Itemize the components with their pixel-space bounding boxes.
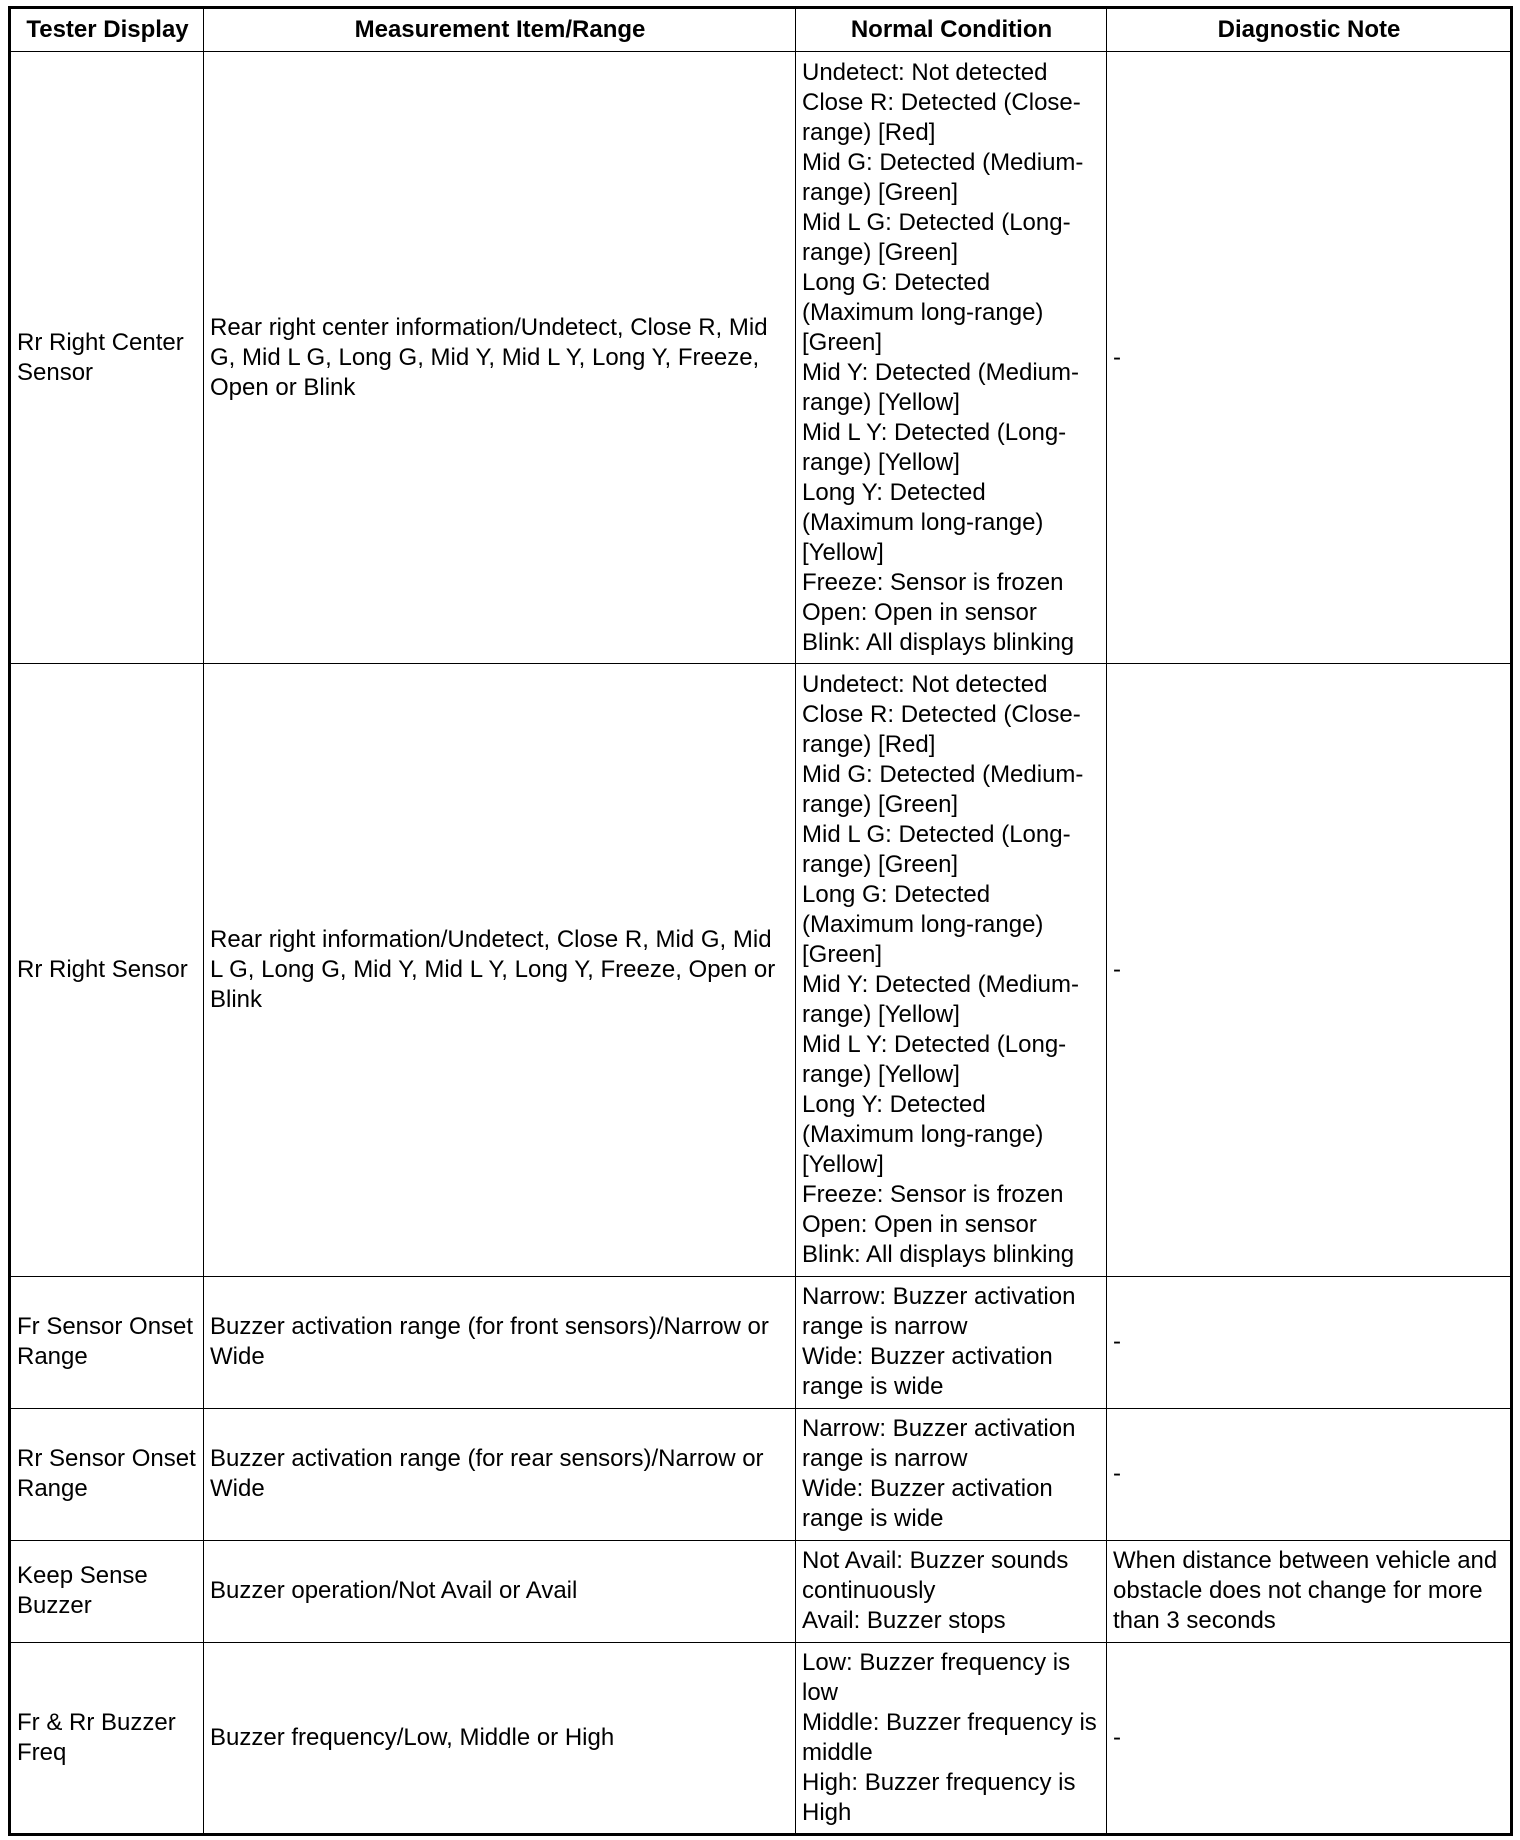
measurement-range-cell: Rear right center information/Undetect, Close R, Mid G, Mid L G, Long G, Mid Y, Mid L Y, Long Y, Freeze, Open or Blink (204, 52, 796, 664)
condition-line: Mid L Y: Detected (Long-range) [Yellow] (802, 418, 1067, 476)
table-row (10, 664, 1512, 1276)
diagnostic-note-cell: - (1107, 1276, 1512, 1408)
measurement-range-cell: Buzzer activation range (for rear sensors)/Narrow or Wide (204, 1408, 796, 1540)
condition-line: Not Avail: Buzzer sounds continuously (802, 1547, 1069, 1605)
diagnostic-note-cell: - (1107, 664, 1512, 1276)
tester-display-cell: Fr Sensor Onset Range (10, 1276, 204, 1408)
normal-condition-cell (796, 52, 1107, 664)
condition-line: Narrow: Buzzer activation range is narrow (802, 1283, 1076, 1341)
condition-line: Mid G: Detected (Medium-range) [Green] (802, 760, 1084, 818)
condition-line: Mid G: Detected (Medium-range) [Green] (802, 148, 1084, 206)
diagnostic-note-cell: - (1107, 1408, 1512, 1540)
condition-line: Open: Open in sensor (802, 1210, 1037, 1238)
condition-line: Blink: All displays blinking (802, 628, 1075, 656)
condition-line: High: Buzzer frequency is High (802, 1768, 1076, 1826)
condition-line: Long G: Detected (Maximum long-range) [Green] (802, 268, 1044, 356)
normal-condition-cell (796, 1276, 1107, 1408)
condition-line: Mid Y: Detected (Medium-range) [Yellow] (802, 358, 1079, 416)
condition-line: Mid Y: Detected (Medium-range) [Yellow] (802, 970, 1079, 1028)
condition-line: Middle: Buzzer frequency is middle (802, 1708, 1097, 1766)
condition-line: Freeze: Sensor is frozen (802, 1180, 1064, 1208)
table-row (10, 1642, 1512, 1834)
condition-line: Low: Buzzer frequency is low (802, 1648, 1071, 1706)
condition-line: Mid L G: Detected (Long-range) [Green] (802, 820, 1071, 878)
condition-line: Long Y: Detected (Maximum long-range) [Yellow] (802, 478, 1044, 566)
measurement-range-cell: Buzzer frequency/Low, Middle or High (204, 1642, 796, 1834)
condition-line: Undetect: Not detected (802, 670, 1048, 698)
measurement-range-cell: Rear right information/Undetect, Close R, Mid G, Mid L G, Long G, Mid Y, Mid L Y, Long Y, Freeze, Open or Blink (204, 664, 796, 1276)
tester-display-cell: Fr & Rr Buzzer Freq (10, 1642, 204, 1834)
table-row (10, 52, 1512, 664)
condition-line: Blink: All displays blinking (802, 1240, 1075, 1268)
condition-line: Close R: Detected (Close-range) [Red] (802, 88, 1081, 146)
diagnostic-note-cell: - (1107, 1642, 1512, 1834)
tester-display-cell: Keep Sense Buzzer (10, 1540, 204, 1642)
condition-line: Long Y: Detected (Maximum long-range) [Yellow] (802, 1090, 1044, 1178)
condition-line: Freeze: Sensor is frozen (802, 568, 1064, 596)
measurement-range-cell: Buzzer operation/Not Avail or Avail (204, 1540, 796, 1642)
condition-line: Long G: Detected (Maximum long-range) [Green] (802, 880, 1044, 968)
condition-line: Undetect: Not detected (802, 58, 1048, 86)
normal-condition-cell (796, 1408, 1107, 1540)
table-row (10, 1540, 1512, 1642)
normal-condition-cell (796, 664, 1107, 1276)
table-row (10, 1276, 1512, 1408)
condition-line: Wide: Buzzer activation range is wide (802, 1343, 1053, 1401)
table-header-row (10, 8, 1512, 52)
tester-display-cell: Rr Sensor Onset Range (10, 1408, 204, 1540)
diagnostic-note-cell: - (1107, 52, 1512, 664)
header-tester-display: Tester Display (10, 8, 204, 52)
condition-line: Mid L Y: Detected (Long-range) [Yellow] (802, 1030, 1067, 1088)
table-row (10, 1408, 1512, 1540)
normal-condition-cell (796, 1642, 1107, 1834)
tester-display-table (8, 6, 1513, 1836)
header-normal-condition: Normal Condition (796, 8, 1107, 52)
normal-condition-cell (796, 1540, 1107, 1642)
condition-line: Close R: Detected (Close-range) [Red] (802, 700, 1081, 758)
condition-line: Open: Open in sensor (802, 598, 1037, 626)
condition-line: Wide: Buzzer activation range is wide (802, 1475, 1053, 1533)
condition-line: Avail: Buzzer stops (802, 1607, 1006, 1635)
measurement-range-cell: Buzzer activation range (for front sensors)/Narrow or Wide (204, 1276, 796, 1408)
diagnostic-note-cell: When distance between vehicle and obstacle does not change for more than 3 seconds (1107, 1540, 1512, 1642)
condition-line: Mid L G: Detected (Long-range) [Green] (802, 208, 1071, 266)
tester-display-cell: Rr Right Sensor (10, 664, 204, 1276)
header-measurement-item-range: Measurement Item/Range (204, 8, 796, 52)
header-diagnostic-note: Diagnostic Note (1107, 8, 1512, 52)
condition-line: Narrow: Buzzer activation range is narrow (802, 1415, 1076, 1473)
tester-display-cell: Rr Right Center Sensor (10, 52, 204, 664)
